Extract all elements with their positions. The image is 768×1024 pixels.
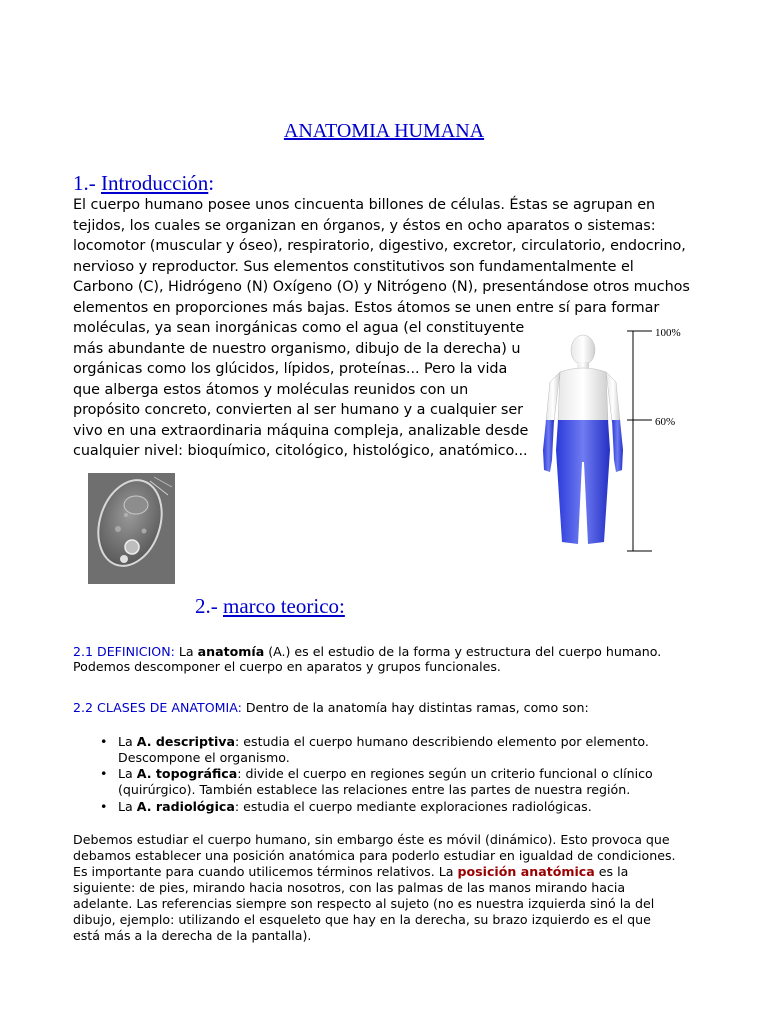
label-100-percent: 100%: [655, 327, 681, 339]
intro-line: El cuerpo humano posee unos cincuenta billones de células. Éstas se agrupan en: [73, 197, 656, 213]
closing-text: es la: [594, 864, 629, 879]
bullet-pre: La: [118, 799, 137, 814]
bullet-item: [73, 734, 649, 766]
definition-line-1: [73, 644, 661, 660]
closing-line: está más a la derecha de la pantalla).: [73, 928, 312, 943]
section-2-number: 2.-: [195, 594, 223, 618]
section-1-title-link[interactable]: Introducción: [101, 171, 209, 195]
section-1-number: 1.-: [73, 171, 101, 195]
intro-line: orgánicas como los glúcidos, lípidos, proteínas... Pero la vida: [73, 361, 508, 377]
intro-line: que alberga estos átomos y moléculas reunidos con un: [73, 381, 469, 398]
definition-line-2: Podemos descomponer el cuerpo en aparatos y grupos funcionales.: [73, 659, 501, 674]
bullet-term: A. topográfica: [136, 766, 238, 781]
intro-line: Carbono (C), Hidrógeno (N) Oxígeno (O) y Nitrógeno (N), presentándose otros muchos: [73, 279, 690, 295]
definition-pre: La: [174, 644, 198, 659]
intro-line: elementos en proporciones más bajas. Estos átomos se unen entre sí para formar: [73, 299, 660, 316]
intro-line: propósito concreto, convierten al ser humano y a cualquier ser: [73, 402, 524, 418]
intro-line: cualquier nivel: bioquímico, citológico, histológico, anatómico...: [73, 443, 528, 459]
anatomical-position-term: posición anatómica: [457, 864, 595, 879]
definition-label: 2.1 DEFINICION:: [73, 644, 175, 659]
closing-line: Debemos estudiar el cuerpo humano, sin embargo éste es móvil (dinámico). Esto provoca que: [73, 832, 670, 847]
section-2-title-link[interactable]: marco teorico:: [223, 594, 345, 618]
closing-line: [73, 864, 676, 880]
classes-label: 2.2 CLASES DE ANATOMIA:: [73, 700, 242, 715]
bullet-text-cont: Descompone el organismo.: [118, 750, 290, 765]
intro-line: tejidos, los cuales se organizan en órganos, y éstos en ocho aparatos o sistemas:: [73, 217, 656, 234]
cell-micrograph-image: [88, 473, 175, 584]
closing-line: debamos establecer una posición anatómica para poderlo estudiar en igualdad de condiciones.: [73, 848, 676, 863]
intro-line: vivo en una extraordinaria máquina compleja, analizable desde: [73, 422, 529, 439]
intro-line: locomotor (muscular y óseo), respiratorio, digestivo, excretor, circulatorio, endocrino,: [73, 238, 686, 254]
bullet-item: [73, 766, 653, 798]
label-60-percent: 60%: [655, 416, 676, 428]
classes-text: Dentro de la anatomía hay distintas ramas, como son:: [241, 700, 589, 715]
bullet-text: : divide el cuerpo en regiones según un criterio funcional o clínico: [237, 766, 653, 781]
definition-post: (A.) es el estudio de la forma y estructura del cuerpo humano.: [264, 644, 662, 659]
bullet-text: : estudia el cuerpo humano describiendo elemento por elemento.: [235, 734, 649, 749]
bullet-text-cont: (quirúrgico). También establece las relaciones entre las partes de nuestra región.: [118, 782, 631, 797]
section-1-colon: :: [208, 171, 215, 195]
closing-line: siguiente: de pies, mirando hacia nosotros, con las palmas de las manos mirando hacia: [73, 880, 626, 895]
section-1-heading: [73, 171, 214, 196]
closing-text: Es importante para cuando utilicemos términos relativos. La: [73, 864, 458, 879]
bullet-term: A. radiológica: [136, 799, 235, 814]
section-2-heading: [195, 594, 345, 619]
classes-intro: [73, 700, 589, 716]
bullet-item: [73, 799, 592, 815]
bullet-dot: •: [100, 734, 108, 749]
human-body-water-figure: [530, 322, 730, 558]
bullet-dot: •: [100, 766, 108, 781]
intro-line: más abundante de nuestro organismo, dibujo de la derecha) u: [73, 340, 521, 357]
closing-line: adelante. Las referencias siempre son respecto al sujeto (no es nuestra izquierda sinó la del: [73, 896, 655, 911]
intro-line: nervioso y reproductor. Sus elementos constitutivos son fundamentalmente el: [73, 258, 634, 275]
bullet-term: A. descriptiva: [136, 734, 236, 749]
bullet-pre: La: [118, 734, 137, 749]
closing-line: dibujo, ejemplo: utilizando el esqueleto que hay en la derecha, su brazo izquierdo es el que: [73, 912, 651, 927]
page-title[interactable]: ANATOMIA HUMANA: [283, 120, 485, 142]
intro-line: moléculas, ya sean inorgánicas como el agua (el constituyente: [73, 320, 525, 336]
closing-paragraph: [73, 832, 676, 944]
definition-term: anatomía: [197, 644, 265, 659]
bullet-dot: •: [100, 799, 108, 814]
bullet-text: : estudia el cuerpo mediante exploraciones radiológicas.: [234, 799, 592, 814]
bullet-pre: La: [118, 766, 137, 781]
